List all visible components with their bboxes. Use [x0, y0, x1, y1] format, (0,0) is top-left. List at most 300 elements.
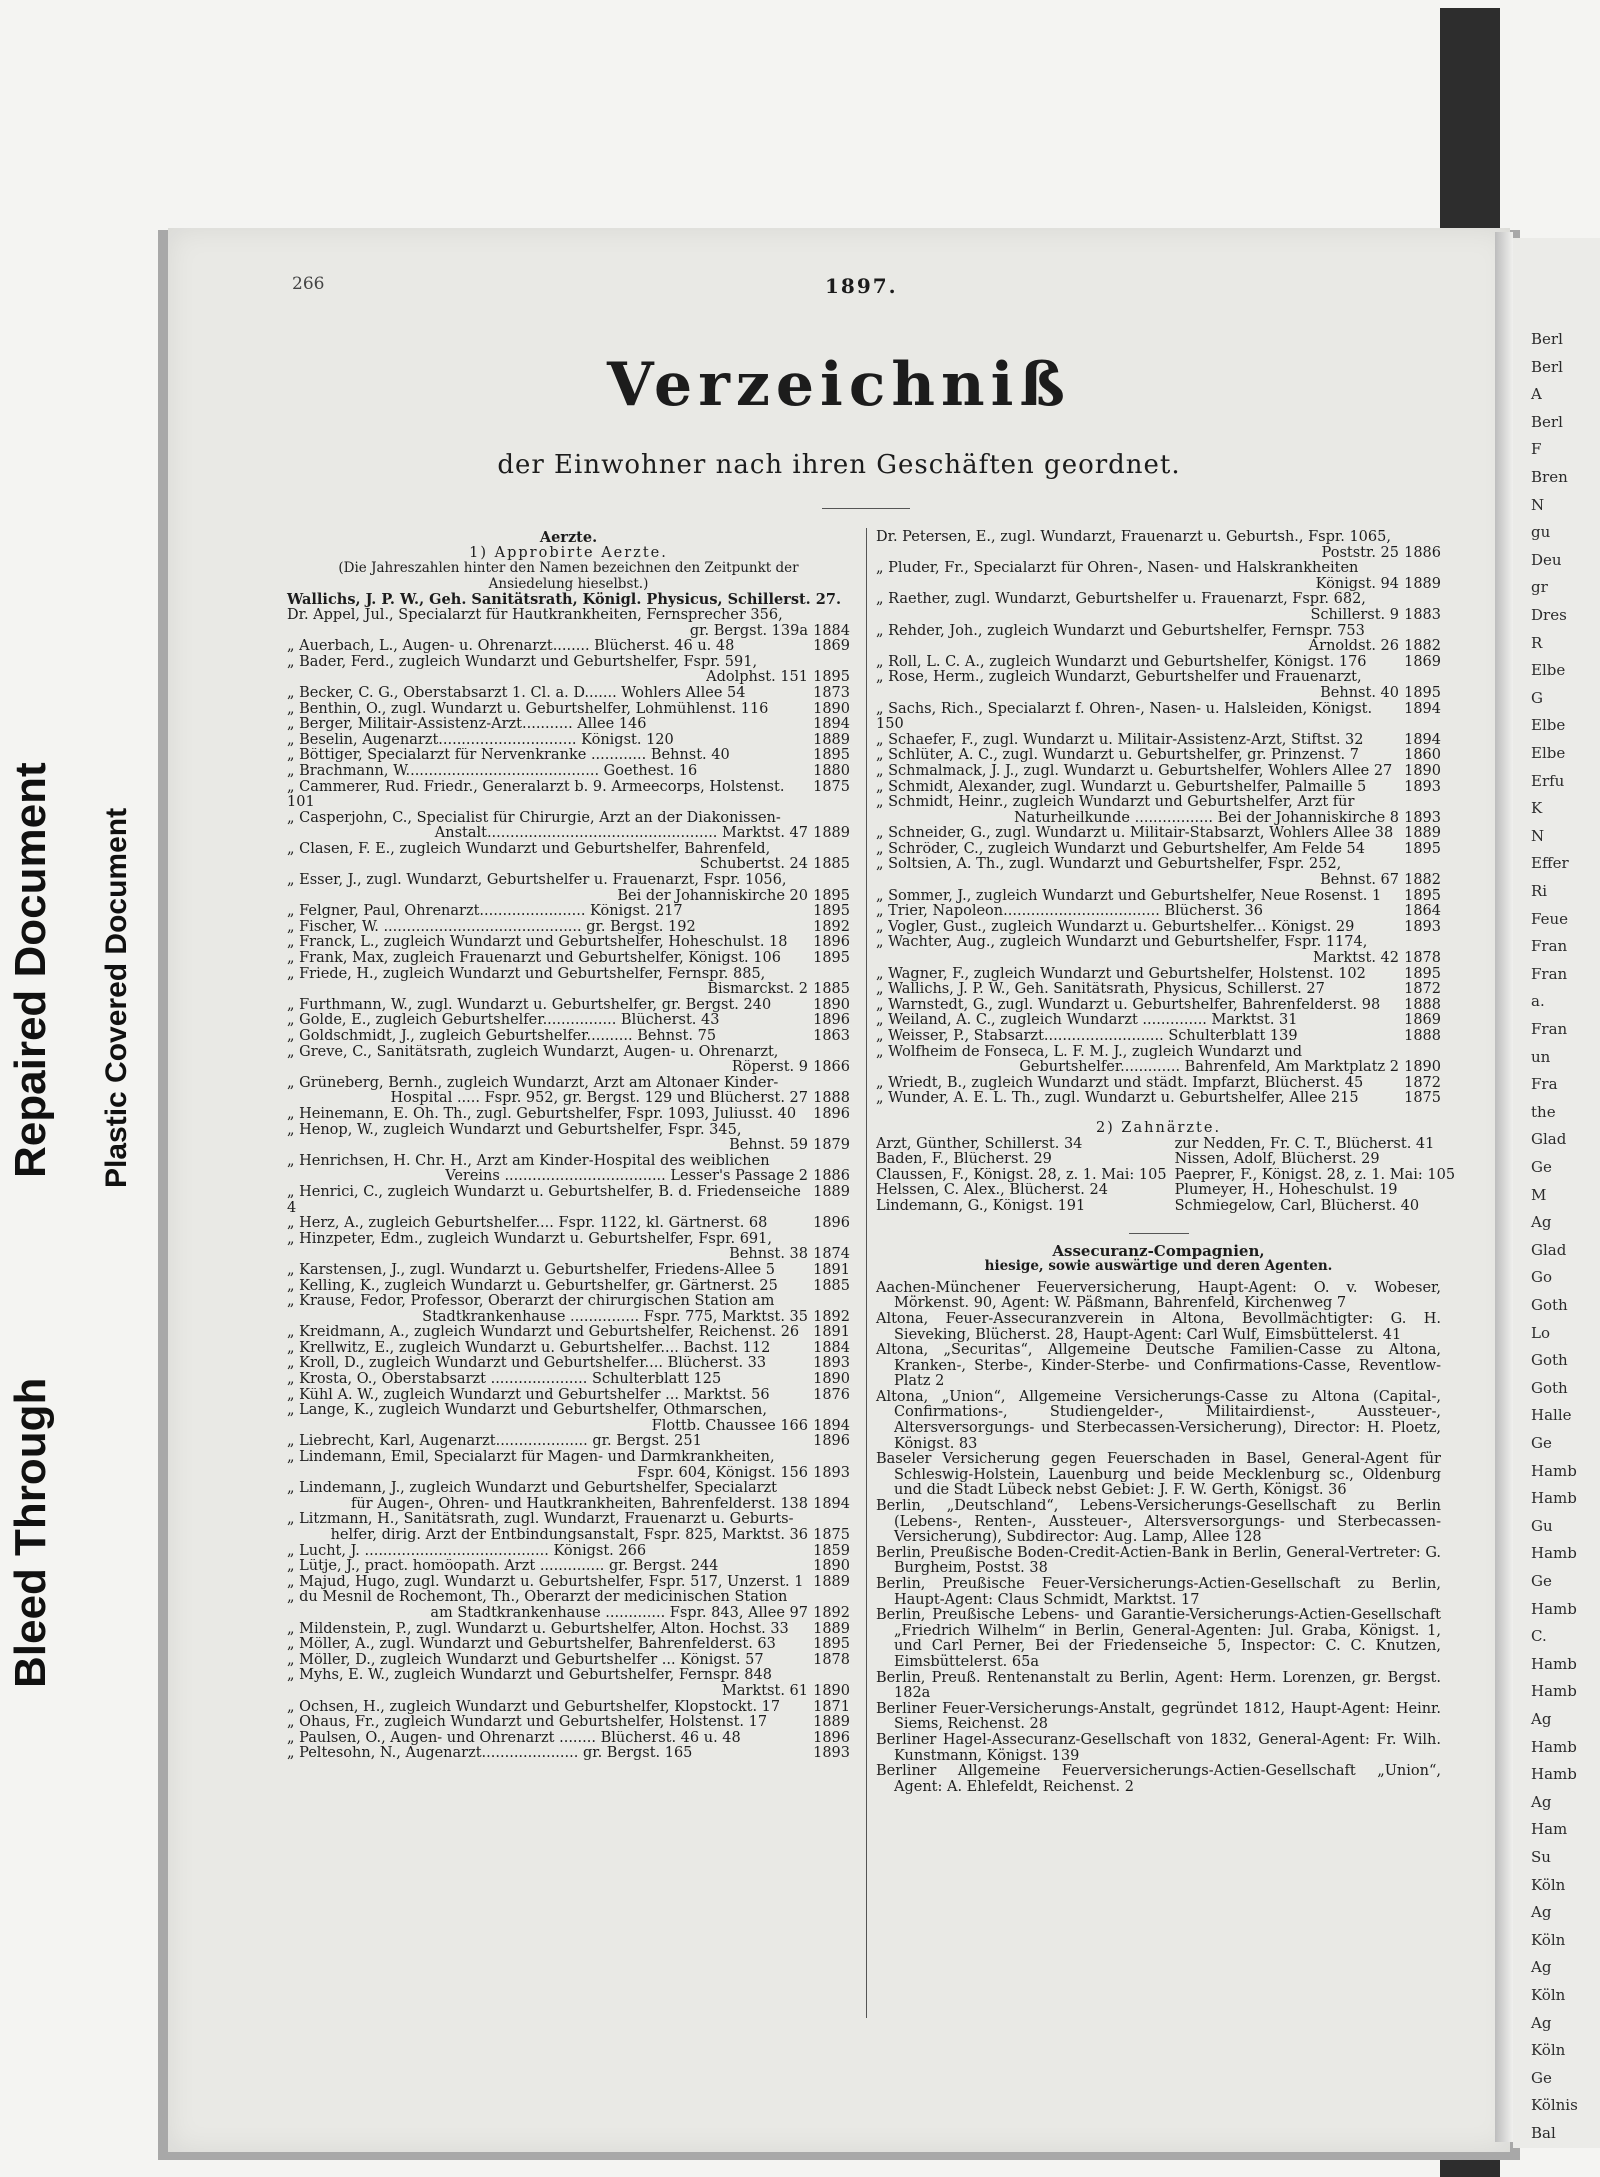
adjacent-page-text: C.: [1531, 1627, 1547, 1646]
directory-entry: [287, 967, 850, 983]
directory-entry: [287, 1045, 850, 1061]
adjacent-page-text: Ri: [1531, 882, 1548, 900]
entry-text: Schillerst. 9: [1310, 607, 1399, 623]
adjacent-page-text: Fran: [1531, 1020, 1568, 1038]
entry-text: „ Karstensen, J., zugl. Wundarzt u. Geburtshelfer, Friedens-Allee 5: [287, 1262, 775, 1278]
entry-text: am Stadtkrankenhause ............. Fspr. 843, Allee 97: [430, 1605, 808, 1621]
entry-text: „ Henrici, C., zugleich Wundarzt u. Geburtshelfer, B. d. Friedenseiche 4: [287, 1184, 801, 1216]
entry-text: „ Franck, L., zugleich Wundarzt und Geburtshelfer, Hoheschulst. 18: [287, 935, 788, 951]
entry-year: [808, 1481, 850, 1497]
entry-year: 1884: [813, 622, 850, 639]
adjacent-page-text: Berl: [1531, 330, 1563, 348]
entry-year: [808, 1512, 850, 1528]
entry-text: „ Becker, C. G., Oberstabsarzt 1. Cl. a. D....... Wohlers Allee 54: [287, 685, 746, 701]
entry-year: 1885: [813, 981, 850, 998]
entry-year: 1895: [813, 747, 850, 764]
entry-year: [808, 1403, 850, 1419]
adjacent-page-text: Köln: [1531, 2041, 1566, 2060]
adjacent-page-text: Hamb: [1531, 1765, 1577, 1784]
entry-year: 1890: [813, 700, 850, 717]
directory-entry: [287, 1169, 850, 1185]
insurance-entry: Altona, Feuer-Assecuranzverein in Altona, Bevollmächtigter: G. H. Sieveking, Blücherst. 28, Haupt-Agent: Carl Wulf, Eimsbüttelerst. 41: [876, 1310, 1441, 1343]
entry-text: „ Vogler, Gust., zugleich Wundarzt u. Geburtshelfer... Königst. 29: [876, 919, 1355, 935]
insurance-entry: Berlin, Preußische Boden-Credit-Actien-Bank in Berlin, General-Vertreter: G. Burgheim, Postst. 38: [876, 1544, 1441, 1577]
entry-text: „ Litzmann, H., Sanitätsrath, zugl. Wundarzt, Frauenarzt u. Geburts-: [287, 1512, 794, 1528]
directory-entry: [287, 1216, 850, 1232]
directory-entry: [287, 889, 850, 905]
entry-year: 1896: [813, 1215, 850, 1232]
adjacent-page-text: Goth: [1531, 1351, 1568, 1370]
entry-text: „ Sachs, Rich., Specialarzt f. Ohren-, Nasen- u. Halsleiden, Königst. 150: [876, 701, 1373, 733]
entry-year: 1885: [813, 1277, 850, 1294]
entry-text: Bismarckst. 2: [707, 982, 808, 998]
entry-text: „ du Mesnil de Rochemont, Th., Oberarzt der medicinischen Station: [287, 1590, 788, 1606]
adjacent-page-text: Glad: [1531, 1240, 1567, 1259]
entry-text: „ Krause, Fedor, Professor, Oberarzt der chirurgischen Station am: [287, 1294, 775, 1310]
directory-entry: [287, 857, 850, 873]
entry-text: „ Berger, Militair-Assistenz-Arzt........... Allee 146: [287, 717, 647, 733]
physician-list: [287, 608, 850, 1762]
book-gutter: [1495, 232, 1513, 2142]
entry-text: „ Schmidt, Alexander, zugl. Wundarzt u. Geburtshelfer, Palmaille 5: [876, 779, 1367, 795]
entry-text: „ Möller, D., zugleich Wundarzt und Geburtshelfer ... Königst. 57: [287, 1652, 764, 1668]
entry-year: 1894: [813, 716, 850, 733]
directory-entry: [876, 530, 1441, 546]
directory-entry: [287, 1434, 850, 1450]
entry-year: [808, 842, 850, 858]
entry-year: [808, 1123, 850, 1139]
directory-entry: [287, 1263, 850, 1279]
directory-entry: [876, 889, 1441, 905]
adjacent-page-text: the: [1531, 1102, 1556, 1121]
entry-text: „ Brachmann, W.......................................... Goethest. 16: [287, 763, 698, 779]
directory-entry: [287, 1637, 850, 1653]
entry-text: „ Krosta, O., Oberstabsarzt ..................... Schulterblatt 125: [287, 1372, 722, 1388]
adjacent-page-text: F: [1531, 440, 1542, 459]
adjacent-page-text: Bal: [1531, 2124, 1556, 2142]
directory-entry: [287, 1731, 850, 1747]
entry-year: 1875: [1404, 1090, 1441, 1107]
directory-entry: [287, 1372, 850, 1388]
adjacent-page-text: Elbe: [1531, 661, 1566, 680]
adjacent-page-text: Köln: [1531, 1986, 1566, 2004]
entry-year: 1895: [1404, 840, 1441, 857]
entry-year: 1892: [813, 1308, 850, 1325]
entry-year: 1866: [813, 1059, 850, 1076]
label-bleed-through: Bleed Through: [6, 1377, 55, 1688]
adjacent-page-text: G: [1531, 688, 1543, 707]
insurance-entry: Berliner Hagel-Assecuranz-Gesellschaft von 1832, General-Agent: Fr. Wilh. Kunstmann, Königst. 139: [876, 1731, 1441, 1764]
insurance-entry: Altona, „Securitas“, Allgemeine Deutsche Familien-Casse zu Altona, Kranken-, Sterbe-, Kinder-Sterbe- und Confirmations-Casse, Reventlow-Platz 2: [876, 1342, 1441, 1390]
entry-text: „ Schmidt, Heinr., zugleich Wundarzt und Geburtshelfer, Arzt für: [876, 795, 1355, 811]
directory-entry: [287, 904, 850, 920]
entry-text: „ Wunder, A. E. L. Th., zugl. Wundarzt u. Geburtshelfer, Allee 215: [876, 1091, 1359, 1107]
entry-year: [808, 655, 850, 671]
entry-text: „ Myhs, E. W., zugleich Wundarzt und Geburtshelfer, Fernspr. 848: [287, 1668, 772, 1684]
entry-text: „ Lindemann, Emil, Specialarzt für Magen- und Darmkrankheiten,: [287, 1450, 775, 1466]
page-year: 1897.: [825, 274, 898, 298]
adjacent-page-text: Fran: [1531, 964, 1568, 983]
adjacent-page-text: Elbe: [1531, 744, 1566, 762]
entry-year: [808, 1590, 850, 1606]
entry-year: 1863: [813, 1028, 850, 1044]
entry-year: 1889: [813, 731, 850, 748]
adjacent-page-text: Kölnis: [1531, 2096, 1578, 2115]
entry-year: 1876: [813, 1386, 850, 1403]
entry-text: „ Kreidmann, A., zugleich Wundarzt und Geburtshelfer, Reichenst. 26: [287, 1325, 800, 1341]
directory-entry: [876, 967, 1441, 983]
adjacent-page-text: Feue: [1531, 909, 1569, 928]
directory-entry: [287, 1091, 850, 1107]
entry-text: „ Schröder, C., zugleich Wundarzt und Geburtshelfer, Am Felde 54: [876, 841, 1365, 857]
entry-year: 1891: [813, 1324, 850, 1341]
directory-entry: [876, 702, 1441, 733]
adjacent-page-text: Ham: [1531, 1820, 1568, 1839]
entry-year: 1893: [1404, 778, 1441, 795]
dentist-entry: Lindemann, G., Königst. 191: [876, 1198, 1086, 1214]
entry-text: Naturheilkunde ................. Bei der Johanniskirche 8: [1014, 810, 1399, 826]
adjacent-page-text: N: [1531, 495, 1545, 514]
subsection-heading-dentists: 2) Zahnärzte.: [1095, 1119, 1222, 1136]
entry-year: [808, 1668, 850, 1684]
adjacent-page-text: N: [1531, 826, 1545, 845]
entry-text: „ Fischer, W. ........................................... gr. Bergst. 192: [287, 919, 696, 935]
entry-text: Dr. Appel, Jul., Specialarzt für Hautkrankheiten, Fernsprecher 356,: [287, 607, 783, 623]
entry-year: 1893: [813, 1745, 850, 1762]
entry-year: 1895: [1404, 965, 1441, 982]
subsection-heading-approved: 1) Approbirte Aerzte.: [469, 544, 668, 561]
entry-year: 1875: [813, 1527, 850, 1543]
adjacent-page-text: Ge: [1531, 1434, 1552, 1452]
entry-text: „ Esser, J., zugl. Wundarzt, Geburtshelfer u. Frauenarzt, Fspr. 1056,: [287, 873, 787, 889]
entry-text: „ Weisser, P., Stabsarzt.......................... Schulterblatt 139: [876, 1029, 1298, 1044]
entry-text: „ Raether, zugl. Wundarzt, Geburtshelfer u. Frauenarzt, Fspr. 682,: [876, 592, 1366, 608]
entry-year: [1399, 624, 1441, 640]
directory-entry: [876, 1045, 1441, 1061]
entry-text: „ Trier, Napoleon.................................. Blücherst. 36: [876, 904, 1263, 920]
adjacent-page-text: Berl: [1531, 412, 1563, 431]
insurance-list: [876, 1281, 1441, 1796]
directory-entry: [287, 624, 850, 640]
adjacent-page-text: Ag: [1531, 1710, 1552, 1728]
adjacent-page-text: Köln: [1531, 1875, 1566, 1894]
entry-year: 1892: [813, 1604, 850, 1621]
directory-entry: [876, 624, 1441, 640]
entry-year: 1889: [813, 1183, 850, 1200]
dentist-entry: zur Nedden, Fr. C. T., Blücherst. 41: [1174, 1136, 1435, 1152]
adjacent-page-text: Ge: [1531, 2068, 1552, 2087]
entry-year: 1896: [813, 1012, 850, 1029]
directory-entry: [287, 1076, 850, 1092]
title-rule: [822, 508, 910, 509]
entry-year: 1889: [1404, 825, 1441, 842]
adjacent-page-text: Hamb: [1531, 1489, 1577, 1508]
entry-year: 1895: [813, 1636, 850, 1653]
entry-text: „ Peltesohn, N., Augenarzt..................... gr. Bergst. 165: [287, 1746, 693, 1762]
label-repaired-document: Repaired Document: [6, 762, 55, 1178]
dentists-right: [1175, 1137, 1456, 1215]
insurance-entry: Berlin, Preußische Feuer-Versicherungs-Actien-Gesellschaft zu Berlin, Haupt-Agent: Claus Schmidt, Marktst. 17: [876, 1576, 1441, 1608]
entry-year: 1860: [1404, 747, 1441, 764]
entry-year: 1884: [813, 1339, 850, 1356]
entry-year: 1895: [813, 903, 850, 920]
entry-text: „ Herz, A., zugleich Geburtshelfer.... Fspr. 1122, kl. Gärtnerst. 68: [287, 1216, 768, 1232]
entry-year: [1399, 561, 1441, 577]
entry-text: Königst. 94: [1315, 576, 1399, 592]
entry-text: Bei der Johanniskirche 20: [617, 888, 808, 904]
entry-year: 1872: [1404, 981, 1441, 998]
directory-entry: [287, 717, 850, 733]
entry-year: 1890: [813, 996, 850, 1013]
entry-text: „ Wagner, F., zugleich Wundarzt und Geburtshelfer, Holstenst. 102: [876, 966, 1366, 982]
entry-year: 1894: [1404, 731, 1441, 748]
directory-entry: [287, 1356, 850, 1372]
entry-year: 1894: [813, 1417, 850, 1434]
directory-entry: [287, 873, 850, 889]
entry-text: „ Kelling, K., zugleich Wundarzt u. Geburtshelfer, gr. Gärtnerst. 25: [287, 1278, 778, 1294]
entry-text: „ Krellwitz, E., zugleich Wundarzt u. Geburtshelfer.... Bachst. 112: [287, 1340, 771, 1356]
directory-entry: [287, 1606, 850, 1622]
adjacent-page-text: Dres: [1531, 606, 1567, 624]
directory-entry: [287, 1138, 850, 1154]
adjacent-page-text: K: [1531, 799, 1543, 818]
adjacent-page-text: M: [1531, 1185, 1547, 1204]
section-heading-physicians: Aerzte.: [539, 529, 598, 546]
insurance-entry: Berlin, Preußische Lebens- und Garantie-Versicherungs-Actien-Gesellschaft „Friedrich Wilhelm“ in Berlin, General-Agenten: Jul. Graba, Königst. 1, und Carl Perner, Bei der Friedenseiche 5, Inspector: C. C. Knutzen, Eimsbüttelerst. 65a: [876, 1607, 1441, 1670]
entry-text: „ Pluder, Fr., Specialarzt für Ohren-, Nasen- und Halskrankheiten: [876, 561, 1359, 577]
directory-entry: [287, 826, 850, 842]
entry-year: [1399, 1045, 1441, 1061]
entry-text: „ Lucht, J. ........................................ Königst. 266: [287, 1543, 647, 1559]
entry-text: „ Lindemann, J., zugleich Wundarzt und Geburtshelfer, Specialarzt: [287, 1481, 777, 1497]
directory-entry: [876, 811, 1441, 827]
directory-entry: [287, 1107, 850, 1123]
adjacent-page-text: R: [1531, 633, 1543, 652]
dentist-entry: Claussen, F., Königst. 28, z. 1. Mai: 105: [876, 1167, 1167, 1183]
directory-entry: [287, 1528, 850, 1544]
directory-entry: [876, 561, 1441, 577]
entry-text: „ Goldschmidt, J., zugleich Geburtshelfer.......... Behnst. 75: [287, 1029, 717, 1044]
entry-text: „ Cammerer, Rud. Friedr., Generalarzt b. 9. Armeecorps, Holstenst. 101: [287, 779, 785, 811]
subheading-insurance: hiesige, sowie auswärtige und deren Agenten.: [984, 1258, 1333, 1275]
directory-entry: [876, 592, 1441, 608]
adjacent-page-text: Köln: [1531, 1930, 1566, 1949]
adjacent-page-text: Ge: [1531, 1572, 1552, 1590]
entry-year: 1890: [813, 1682, 850, 1699]
adjacent-page-text: Gu: [1531, 1516, 1553, 1535]
entry-year: [808, 1294, 850, 1310]
note-line: (Die Jahreszahlen hinter den Namen bezeichnen den Zeitpunkt der: [338, 560, 799, 577]
entry-text: „ Ohaus, Fr., zugleich Wundarzt und Geburtshelfer, Holstenst. 17: [287, 1715, 768, 1731]
entry-year: [808, 608, 850, 624]
entry-text: helfer, dirig. Arzt der Entbindungsanstalt, Fspr. 825, Marktst. 36: [330, 1528, 808, 1543]
adjacent-page-text: Go: [1531, 1268, 1553, 1287]
adjacent-page-text: Hamb: [1531, 1461, 1577, 1480]
adjacent-page-text: un: [1531, 1047, 1551, 1066]
entry-text: „ Schaefer, F., zugl. Wundarzt u. Militair-Assistenz-Arzt, Stiftst. 32: [876, 732, 1364, 748]
entry-text: „ Schneider, G., zugl. Wundarzt u. Militair-Stabsarzt, Wohlers Allee 38: [876, 826, 1394, 842]
entry-text: „ Paulsen, O., Augen- und Ohrenarzt ........ Blücherst. 46 u. 48: [287, 1730, 741, 1746]
directory-entry: [287, 1512, 850, 1528]
entry-text: Vereins ................................... Lesser's Passage 2: [445, 1169, 808, 1185]
adjacent-page-text: gu: [1531, 523, 1551, 542]
entry-year: 1889: [813, 825, 850, 842]
directory-entry: [287, 670, 850, 686]
entry-text: Poststr. 25: [1321, 545, 1399, 561]
adjacent-page-text: Berl: [1531, 357, 1563, 376]
adjacent-page-text: Ag: [1531, 1792, 1552, 1811]
directory-entry: [287, 1123, 850, 1139]
entry-text: Hospital ..... Fspr. 952, gr. Bergst. 129 und Blücherst. 27: [390, 1091, 808, 1107]
directory-entry: [287, 1653, 850, 1669]
directory-entry: [287, 920, 850, 936]
entry-text: „ Hinzpeter, Edm., zugleich Wundarzt u. Geburtshelfer, Fspr. 691,: [287, 1231, 772, 1247]
dentist-entry: Plumeyer, H., Hoheschulst. 19: [1174, 1183, 1398, 1199]
entry-year: 1879: [813, 1137, 850, 1154]
entry-text: Flottb. Chaussee 166: [651, 1418, 808, 1434]
dentist-entry: Arzt, Günther, Schillerst. 34: [876, 1136, 1083, 1152]
entry-text: „ Soltsien, A. Th., zugl. Wundarzt und Geburtshelfer, Fspr. 252,: [876, 857, 1342, 873]
directory-entry: [287, 655, 850, 671]
entry-text: „ Beselin, Augenarzt.............................. Königst. 120: [287, 732, 674, 748]
directory-entry: [876, 1013, 1441, 1029]
adjacent-page-text: Goth: [1531, 1296, 1568, 1314]
directory-entry: [876, 1091, 1441, 1107]
entry-year: 1890: [1404, 1059, 1441, 1076]
entry-year: 1883: [1404, 606, 1441, 623]
directory-entry: [876, 951, 1441, 967]
first-entry: Wallichs, J. P. W., Geh. Sanitätsrath, Königl. Physicus, Schillerst. 27.: [287, 591, 842, 609]
entry-text: „ Lange, K., zugleich Wundarzt und Geburtshelfer, Othmarschen,: [287, 1403, 768, 1419]
insurance-entry: Berlin, Preuß. Rentenanstalt zu Berlin, Agent: Herm. Lorenzen, gr. Bergst. 182a: [876, 1669, 1441, 1702]
entry-text: „ Schmalmack, J. J., zugl. Wundarzt u. Geburtshelfer, Wohlers Allee 27: [876, 763, 1393, 779]
directory-entry: [287, 1481, 850, 1497]
adjacent-page-text: Hamb: [1531, 1737, 1577, 1756]
entry-year: 1889: [813, 1573, 850, 1590]
directory-entry: [876, 780, 1441, 796]
directory-entry: [287, 1029, 850, 1045]
entry-text: „ Wallichs, J. P. W., Geh. Sanitätsrath, Physicus, Schillerst. 27: [876, 982, 1325, 998]
directory-entry: [287, 811, 850, 827]
entry-year: 1889: [813, 1714, 850, 1731]
adjacent-page-text: Ag: [1531, 1213, 1552, 1232]
directory-entry: [287, 951, 850, 967]
directory-entry: [876, 1060, 1441, 1076]
directory-entry: [287, 1185, 850, 1216]
insurance-entry: Baseler Versicherung gegen Feuerschaden in Basel, General-Agent für Schleswig-Holstein, Lauenburg und beide Mecklenburg sc., Oldenburg und die Stadt Lübeck nebst Gebiet: J. F. W. Gerth, Königst. 36: [876, 1451, 1441, 1499]
directory-entry: [287, 1746, 850, 1762]
entry-text: „ Heinemann, E. Oh. Th., zugl. Geburtshelfer, Fspr. 1093, Juliusst. 40: [287, 1106, 797, 1122]
adjacent-page-text: Lo: [1531, 1323, 1550, 1342]
entry-text: „ Wachter, Aug., zugleich Wundarzt und Geburtshelfer, Fspr. 1174,: [876, 935, 1368, 951]
right-column: [876, 530, 1456, 1795]
entry-text: Stadtkrankenhause ............... Fspr. 775, Marktst. 35: [422, 1309, 808, 1325]
left-column: [287, 530, 850, 1762]
directory-entry: [287, 764, 850, 780]
directory-entry: [287, 1419, 850, 1435]
adjacent-page-text: Ag: [1531, 1903, 1552, 1922]
directory-entry: [876, 670, 1441, 686]
entry-year: [1399, 592, 1441, 608]
page-title: Verzeichniß: [606, 350, 1072, 420]
directory-entry: [287, 702, 850, 718]
entry-text: „ Sommer, J., zugleich Wundarzt und Geburtshelfer, Neue Rosenst. 1: [876, 888, 1382, 904]
directory-entry: [287, 1013, 850, 1029]
entry-text: Arnoldst. 26: [1308, 639, 1399, 655]
entry-text: „ Böttiger, Specialarzt für Nervenkranke ............ Behnst. 40: [287, 748, 730, 764]
directory-entry: [287, 935, 850, 951]
entry-year: 1886: [1404, 544, 1441, 561]
entry-year: 1895: [1404, 684, 1441, 701]
directory-entry: [876, 998, 1441, 1014]
entry-text: „ Möller, A., zugl. Wundarzt und Geburtshelfer, Bahrenfelderst. 63: [287, 1637, 776, 1653]
directory-entry: [876, 639, 1441, 655]
entry-text: „ Grüneberg, Bernh., zugleich Wundarzt, Arzt am Altonaer Kinder-: [287, 1075, 779, 1091]
entry-text: Schubertst. 24: [699, 857, 808, 873]
entry-text: gr. Bergst. 139a: [689, 623, 808, 639]
adjacent-page-text: Hamb: [1531, 1654, 1577, 1673]
entry-year: [808, 1232, 850, 1248]
entry-text: „ Henrichsen, H. Chr. H., Arzt am Kinder-Hospital des weiblichen: [287, 1153, 770, 1169]
adjacent-page-text: Ge: [1531, 1158, 1552, 1176]
entry-text: „ Golde, E., zugleich Geburtshelfer................ Blücherst. 43: [287, 1013, 720, 1029]
dentist-entry: Helssen, C. Alex., Blücherst. 24: [876, 1183, 1108, 1199]
directory-entry: [876, 873, 1441, 889]
entry-year: [1399, 935, 1441, 951]
directory-entry: [287, 608, 850, 624]
adjacent-page-text: Fra: [1531, 1075, 1558, 1094]
entry-year: [808, 1450, 850, 1466]
directory-entry: [287, 1060, 850, 1076]
directory-entry: [287, 1684, 850, 1700]
entry-text: „ Weiland, A. C., zugleich Wundarzt .............. Marktst. 31: [876, 1013, 1298, 1029]
entry-year: 1864: [1404, 903, 1441, 920]
directory-entry: [287, 1403, 850, 1419]
entry-text: „ Wolfheim de Fonseca, L. F. M. J., zugleich Wundarzt und: [876, 1044, 1303, 1060]
entry-year: 1880: [813, 762, 850, 779]
section-rule: [1129, 1233, 1189, 1234]
entry-year: 1869: [1404, 1012, 1441, 1029]
entry-year: 1890: [813, 1558, 850, 1575]
entry-text: Dr. Petersen, E., zugl. Wundarzt, Frauenarzt u. Geburtsh., Fspr. 1065,: [876, 530, 1391, 545]
directory-entry: [287, 1622, 850, 1638]
dentist-entry: Paeprer, F., Königst. 28, z. 1. Mai: 105: [1174, 1167, 1456, 1183]
entry-year: [1399, 530, 1441, 546]
entry-year: 1859: [813, 1542, 850, 1559]
entry-text: Marktst. 61: [722, 1683, 808, 1699]
insurance-entry: Berliner Feuer-Versicherungs-Anstalt, gegründet 1812, Haupt-Agent: Heinr. Siems, Reichenst. 28: [876, 1700, 1441, 1733]
adjacent-page-text: Elbe: [1531, 716, 1566, 735]
entry-year: 1895: [1404, 887, 1441, 904]
entry-year: 1871: [813, 1698, 850, 1715]
entry-year: 1895: [813, 950, 850, 967]
adjacent-page-fragment: [1513, 238, 1600, 2148]
directory-entry: [287, 733, 850, 749]
entry-text: „ Wriedt, B., zugleich Wundarzt und städt. Impfarzt, Blücherst. 45: [876, 1075, 1364, 1091]
directory-entry: [876, 842, 1441, 858]
directory-entry: [287, 1559, 850, 1575]
entry-text: „ Frank, Max, zugleich Frauenarzt und Geburtshelfer, Königst. 106: [287, 951, 781, 967]
entry-text: Behnst. 59: [729, 1138, 808, 1154]
entry-year: 1869: [813, 638, 850, 655]
entry-text: „ Liebrecht, Karl, Augenarzt.................... gr. Bergst. 251: [287, 1434, 702, 1450]
physician-list-continued: [876, 530, 1441, 1107]
directory-entry: [287, 1154, 850, 1170]
entry-text: „ Mildenstein, P., zugl. Wundarzt u. Geburtshelfer, Alton. Hochst. 33: [287, 1621, 789, 1637]
directory-entry: [287, 1310, 850, 1326]
directory-entry: [876, 982, 1441, 998]
directory-entry: [876, 546, 1441, 562]
